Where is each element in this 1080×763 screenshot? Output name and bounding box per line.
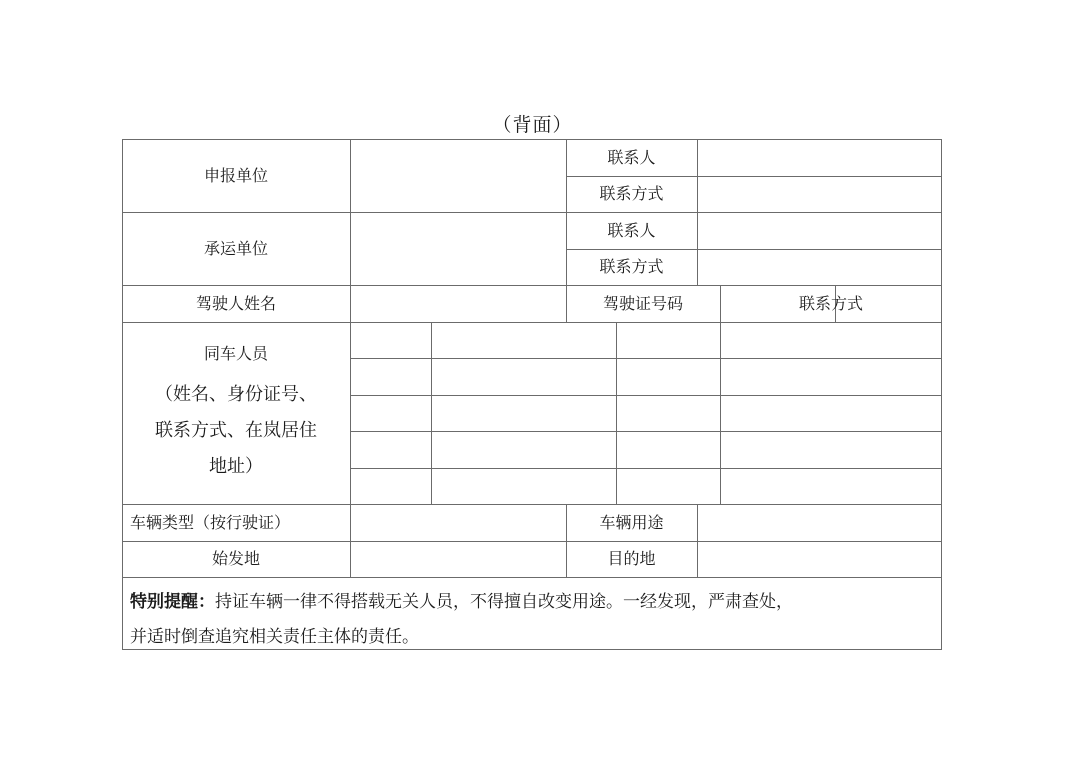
- origin-field[interactable]: [350, 541, 566, 577]
- carrier-contact-person-field[interactable]: [697, 212, 942, 249]
- companions-title: 同车人员: [203, 344, 268, 363]
- companions-detail-line2: 联系方式、在岚居住: [155, 420, 317, 441]
- notice-text-2: 并适时倒查追究相关责任主体的责任。: [130, 627, 419, 647]
- destination-label: 目的地: [607, 549, 656, 568]
- carrier-contact-method-field[interactable]: [697, 249, 942, 285]
- reporting-contact-person-label: 联系人: [607, 147, 656, 167]
- reporting-contact-method-label: 联系方式: [599, 184, 664, 203]
- companions-entry-grid[interactable]: [350, 322, 942, 504]
- notice-line-2: [130, 620, 930, 655]
- driver-name-field[interactable]: [350, 285, 566, 322]
- companions-detail-line3: 地址）: [209, 456, 263, 477]
- vehicle-use-label: 车辆用途: [599, 512, 664, 532]
- reporting-contact-method-field[interactable]: [697, 176, 942, 212]
- reporting-unit-label: 申报单位: [203, 165, 268, 185]
- driver-name-label: 驾驶人姓名: [195, 293, 276, 313]
- vehicle-type-label: 车辆类型（按行驶证）: [130, 512, 291, 532]
- reporting-contact-person-field[interactable]: [697, 139, 942, 176]
- notice-prefix: 特别提醒：: [130, 592, 215, 612]
- carrier-contact-method-label: 联系方式: [599, 257, 664, 276]
- companions-detail-line1: （姓名、身份证号、: [155, 384, 317, 405]
- special-notice: [130, 585, 930, 655]
- destination-field[interactable]: [697, 541, 942, 577]
- carrier-unit-field[interactable]: [350, 212, 566, 285]
- notice-line-1: [130, 585, 930, 620]
- driver-license-label: 驾驶证号码: [602, 293, 683, 313]
- notice-text-1: 持证车辆一律不得搭载无关人员，不得擅自改变用途。一经发现，严肃查处，: [215, 592, 793, 612]
- page-heading: （背面）: [492, 114, 573, 136]
- carrier-contact-person-label: 联系人: [607, 220, 656, 240]
- permit-form-back-table: [122, 139, 942, 650]
- vehicle-type-field[interactable]: [350, 504, 566, 541]
- carrier-unit-label: 承运单位: [203, 238, 268, 258]
- reporting-unit-field[interactable]: [350, 139, 566, 212]
- companions-label: [122, 322, 350, 504]
- origin-label: 始发地: [211, 549, 260, 568]
- driver-contact-label: 联系方式: [798, 293, 863, 313]
- vehicle-use-field[interactable]: [697, 504, 942, 541]
